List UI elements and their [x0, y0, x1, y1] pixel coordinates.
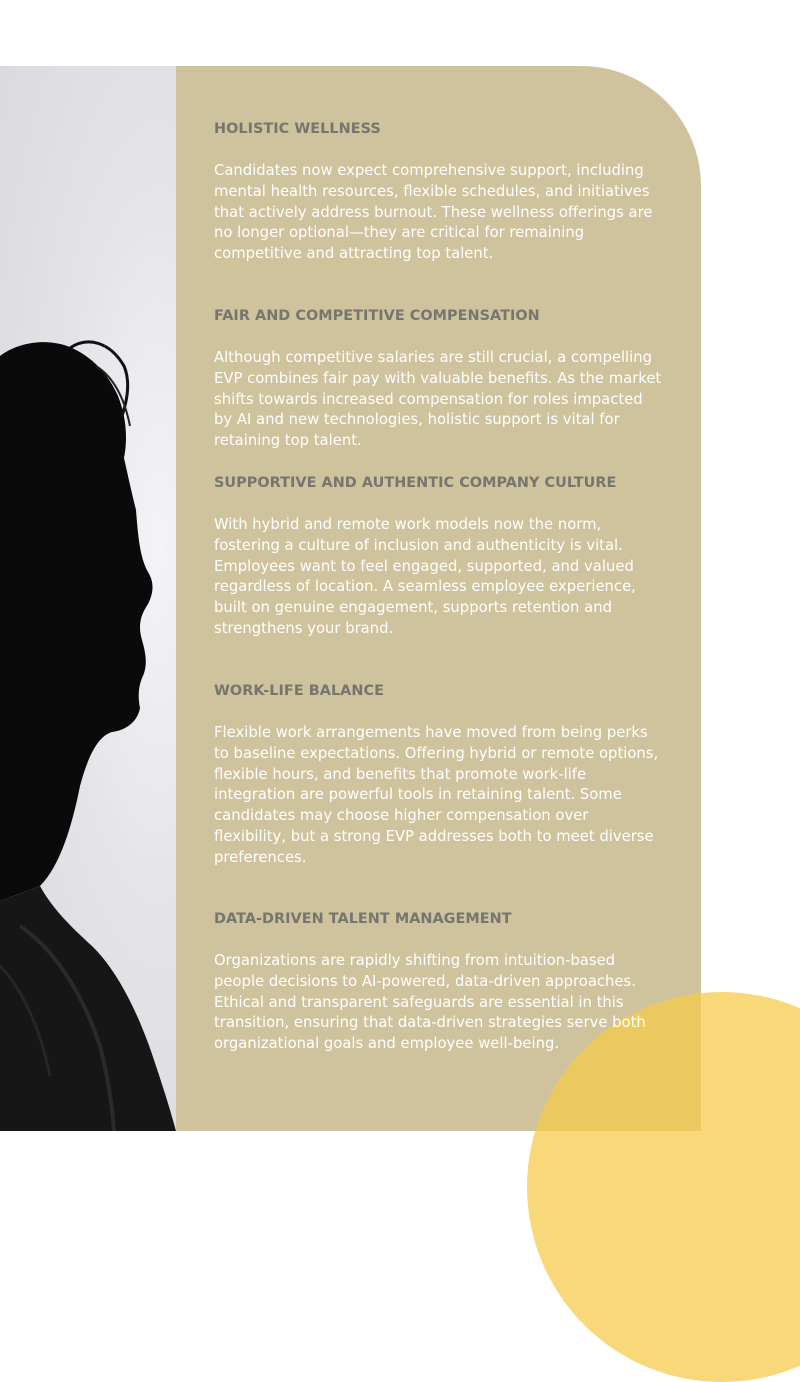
- section-holistic-wellness: [214, 119, 664, 265]
- section-heading: SUPPORTIVE AND AUTHENTIC COMPANY CULTURE: [214, 475, 617, 491]
- section-body: Flexible work arrangements have moved from being perks to baseline expectations. Offering hybrid or remote options, flexible hours, and benefits that promote work-life integration are powerful tools in retaining talent. Some candidates may choose higher compensation over flexibility, but a strong EVP addresses both to meet diverse preferences.: [214, 724, 659, 866]
- silhouette-figure: [0, 66, 176, 1131]
- section-heading: DATA-DRIVEN TALENT MANAGEMENT: [214, 911, 512, 927]
- section-fair-compensation: [214, 306, 664, 452]
- section-work-life-balance: [214, 681, 664, 869]
- silhouette-photo: [0, 66, 176, 1131]
- section-heading: FAIR AND COMPETITIVE COMPENSATION: [214, 308, 540, 324]
- section-body: Although competitive salaries are still crucial, a compelling EVP combines fair pay with valuable benefits. As the market shifts towards increased compensation for roles impacted by AI and new technologies, holistic support is vital for retaining top talent.: [214, 349, 662, 450]
- section-body: Organizations are rapidly shifting from intuition-based people decisions to AI-powered, data-driven approaches. Ethical and transparent safeguards are essential in this transition, ensuring that data-driven strategies serve both organizational goals and employee well-being.: [214, 952, 646, 1053]
- section-body: With hybrid and remote work models now the norm, fostering a culture of inclusion and authenticity is vital. Employees want to feel engaged, supported, and valued regardless of location. A seamless employee experience, built on genuine engagement, supports retention and strengthens your brand.: [214, 516, 636, 637]
- section-body: Candidates now expect comprehensive support, including mental health resources, flexible schedules, and initiatives that actively address burnout. These wellness offerings are no longer optional—they are critical for remaining competitive and attracting top talent.: [214, 162, 653, 263]
- section-heading: HOLISTIC WELLNESS: [214, 121, 381, 137]
- section-data-driven-talent: [214, 909, 664, 1055]
- section-company-culture: [214, 473, 664, 640]
- section-heading: WORK-LIFE BALANCE: [214, 683, 384, 699]
